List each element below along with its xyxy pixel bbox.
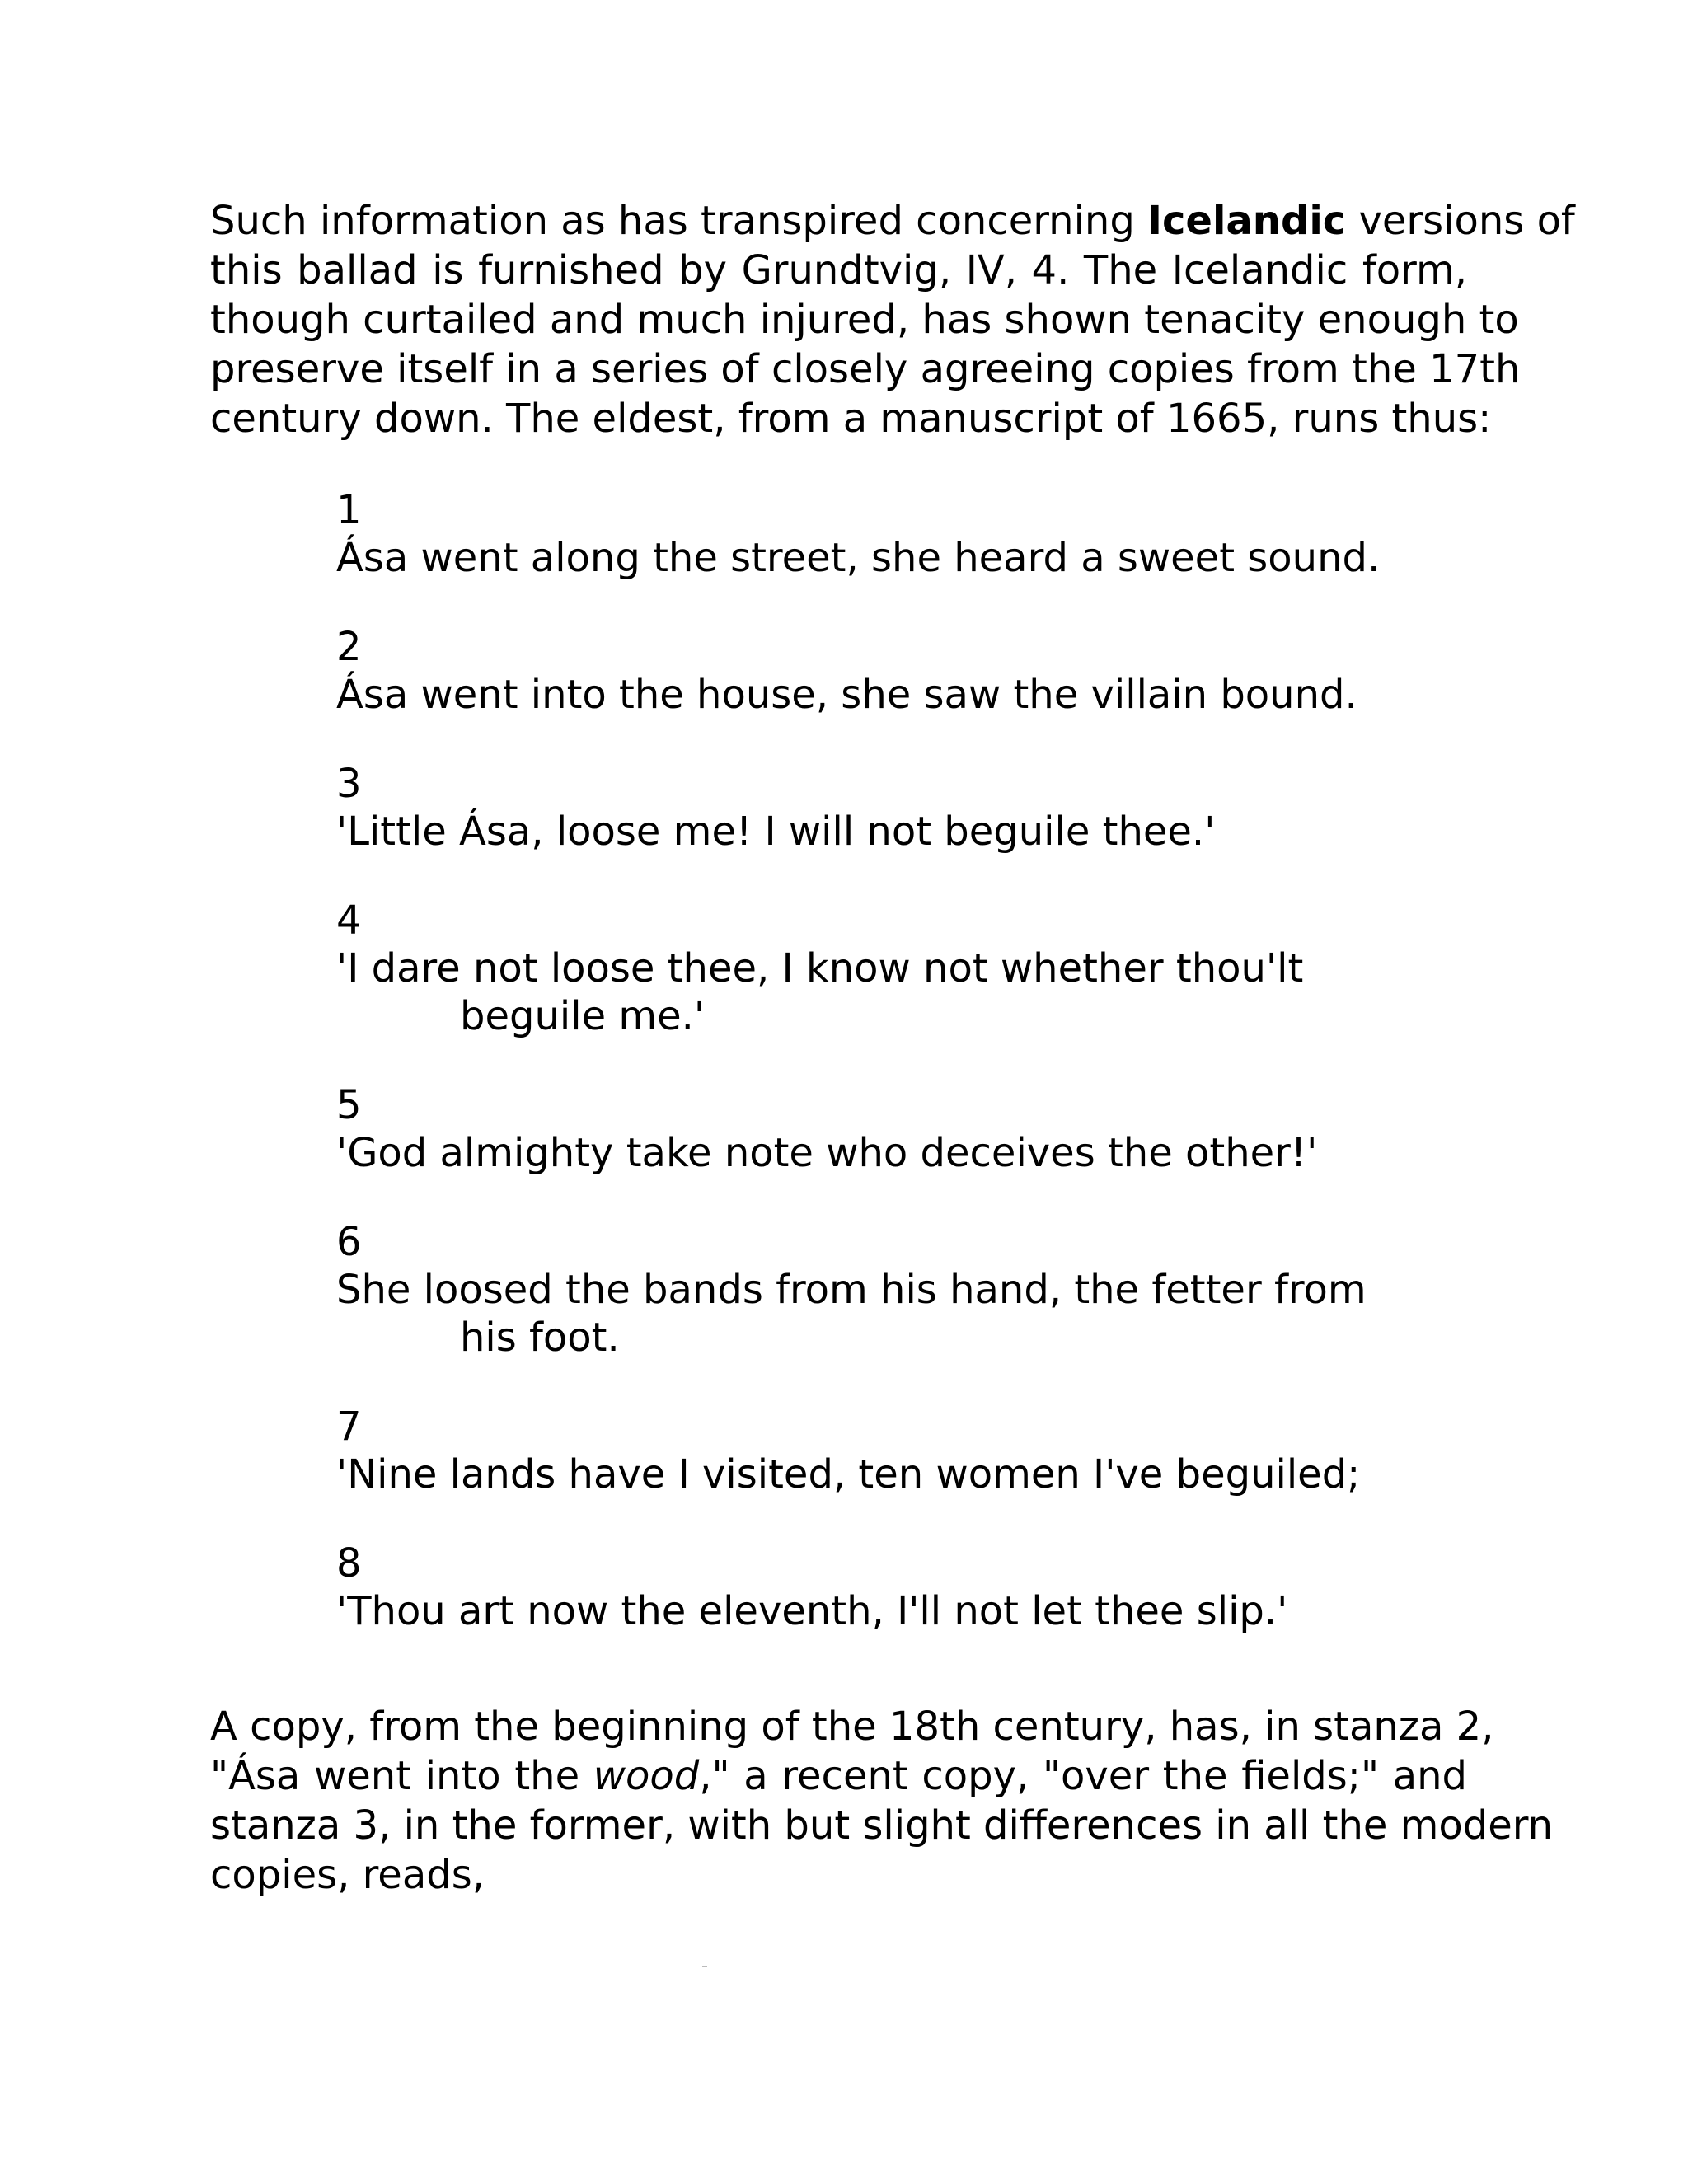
intro-line: Such information as has transpired concerning Icelandic versions of	[210, 198, 1575, 244]
outro-line: "Ása went into the wood," a recent copy, "over the fields;" and	[210, 1753, 1467, 1799]
stanza	[336, 1540, 1408, 1635]
stanza-text: 'Little Ása, loose me! I will not beguile thee.'	[336, 808, 1216, 855]
intro-paragraph	[210, 196, 1575, 443]
stanza	[336, 1403, 1408, 1498]
intro-line: century down. The eldest, from a manuscript of 1665, runs thus:	[210, 396, 1492, 442]
stanza-number: 6	[336, 1219, 362, 1265]
intro-line: preserve itself in a series of closely agreeing copies from the 17th	[210, 346, 1521, 392]
stanza	[336, 760, 1408, 855]
stanza-text: Ása went into the house, she saw the villain bound.	[336, 672, 1357, 718]
stanza-number: 4	[336, 898, 362, 944]
outro-line: stanza 3, in the former, with but slight differences in all the modern	[210, 1802, 1554, 1849]
outro-line: A copy, from the beginning of the 18th century, has, in stanza 2,	[210, 1704, 1494, 1750]
stanza-number: 7	[336, 1404, 362, 1450]
stanza-number: 3	[336, 761, 362, 807]
scan-speck	[702, 1966, 707, 1967]
stanza-text: 'Nine lands have I visited, ten women I've beguiled;	[336, 1451, 1361, 1497]
intro-line: though curtailed and much injured, has shown tenacity enough to	[210, 297, 1519, 343]
ballad-stanzas	[336, 486, 1408, 1676]
outro-line: copies, reads,	[210, 1852, 485, 1898]
stanza-text: 'Thou art now the eleventh, I'll not let thee slip.'	[336, 1588, 1288, 1634]
stanza-continuation: his foot.	[460, 1315, 620, 1361]
outro-paragraph	[210, 1702, 1554, 1900]
intro-line: this ballad is furnished by Grundtvig, IV, 4. The Icelandic form,	[210, 247, 1467, 293]
stanza-text: 'God almighty take note who deceives the other!'	[336, 1130, 1318, 1176]
stanza-number: 8	[336, 1540, 362, 1586]
stanza-number: 5	[336, 1082, 362, 1128]
stanza	[336, 1218, 1408, 1361]
emphasis-icelandic: Icelandic	[1147, 198, 1347, 244]
stanza	[336, 486, 1408, 582]
stanza-text: 'I dare not loose thee, I know not whether thou'lt	[336, 945, 1304, 991]
stanza-text: Ása went along the street, she heard a sweet sound.	[336, 535, 1381, 581]
stanza-continuation: beguile me.'	[460, 993, 706, 1039]
stanza	[336, 1081, 1408, 1177]
stanza-number: 1	[336, 487, 362, 533]
stanza	[336, 623, 1408, 719]
stanza-number: 2	[336, 624, 362, 670]
stanza-text: She loosed the bands from his hand, the fetter from	[336, 1267, 1367, 1313]
emphasis-wood: wood	[593, 1753, 700, 1799]
stanza	[336, 897, 1408, 1040]
